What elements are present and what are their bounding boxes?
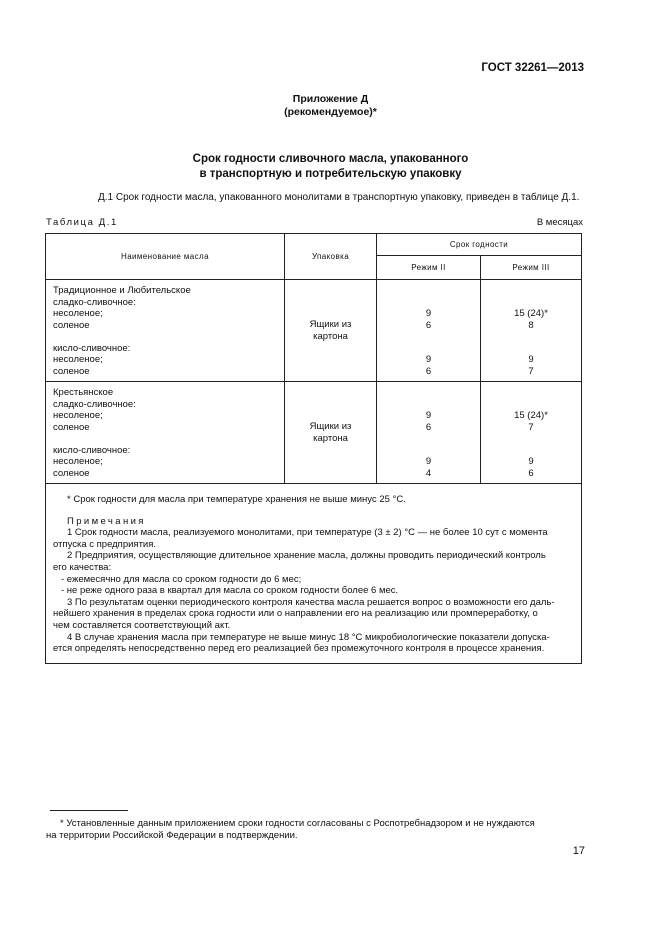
section-heading-line1: Срок годности сливочного масла, упакованного [192, 153, 469, 165]
intro-paragraph: Д.1 Срок годности масла, упакованного монолитами в транспортную упаковку, приведен в таблице Д.1. [98, 192, 580, 203]
header-mode3: Режим III [481, 256, 582, 280]
mode2-cell: 9 6 9 4 [377, 382, 481, 484]
header-mode2: Режим II [377, 256, 481, 280]
note-line: отпуска с предприятия. [53, 538, 157, 550]
note-line: его качества: [53, 561, 112, 573]
appendix-title: Приложение Д [292, 93, 369, 105]
note-line: 2 Предприятия, осуществляющие длительное хранение масла, должны проводить периодический контроль [67, 550, 546, 562]
table-caption: Таблица Д.1 [46, 217, 118, 228]
notes-title: Примечания [67, 515, 146, 527]
oil-name-cell: Традиционное и Любительское сладко-сливочное: несоленое; соленое кисло-сливочное: несоленое; соленое [46, 280, 285, 382]
mode2-cell: 9 6 9 6 [377, 280, 481, 382]
note-line: 3 По результатам оценки периодического контроля качества масла решается вопрос о возможности его даль- [67, 596, 555, 608]
standard-code: ГОСТ 32261—2013 [481, 62, 584, 74]
page-footnote-line2: на территории Российской Федерации в подтверждении. [46, 830, 298, 841]
note-line: 4 В случае хранения масла при температуре не выше минус 18 °С микробиологические показатели допуска- [67, 631, 550, 643]
mode3-cell: 15 (24)* 8 9 7 [481, 280, 582, 382]
note-line: - ежемесячно для масла со сроком годности до 6 мес; [61, 573, 302, 585]
mode3-cell: 15 (24)* 7 9 6 [481, 382, 582, 484]
shelf-life-table [45, 233, 582, 664]
section-heading-line2: в транспортную и потребительскую упаковку [199, 168, 462, 180]
page-footnote [46, 818, 586, 842]
table-row [46, 280, 582, 382]
note-line: чем составляется соответствующий акт. [53, 619, 231, 631]
packaging-cell: Ящики из картона [285, 280, 377, 382]
table-row [46, 382, 582, 484]
header-shelf-life: Срок годности [377, 234, 582, 256]
header-name: Наименование масла [46, 234, 285, 280]
appendix-kind: (рекомендуемое)* [284, 106, 377, 118]
table-notes-row [46, 484, 582, 664]
table-unit: В месяцах [536, 217, 583, 228]
header-packaging: Упаковка [285, 234, 377, 280]
note-line: нейшего хранения в пределах срока годности или о направлении его на реализацию или промпереработку, о [53, 608, 538, 620]
note-line: 1 Срок годности масла, реализуемого монолитами, при температуре (3 ± 2) °С — не более 10 сут с момента [67, 527, 548, 539]
packaging-cell: Ящики из картона [285, 382, 377, 484]
table-footnote: * Срок годности для масла при температуре хранения не выше минус 25 °С. [67, 494, 406, 505]
footnote-divider [50, 810, 128, 811]
note-line: - не реже одного раза в квартал для масла со сроком годности более 6 мес. [61, 585, 399, 597]
note-line: ется определять непосредственно перед его реализацией без промежуточного контроля в процессе хранения. [53, 643, 545, 655]
page-number: 17 [572, 845, 585, 857]
oil-name-cell: Крестьянское сладко-сливочное: несоленое; соленое кисло-сливочное: несоленое; соленое [46, 382, 285, 484]
table-notes [46, 484, 582, 664]
page-footnote-line1: * Установленные данным приложением сроки годности согласованы с Роспотребнадзором и не нуждаются [60, 818, 535, 829]
